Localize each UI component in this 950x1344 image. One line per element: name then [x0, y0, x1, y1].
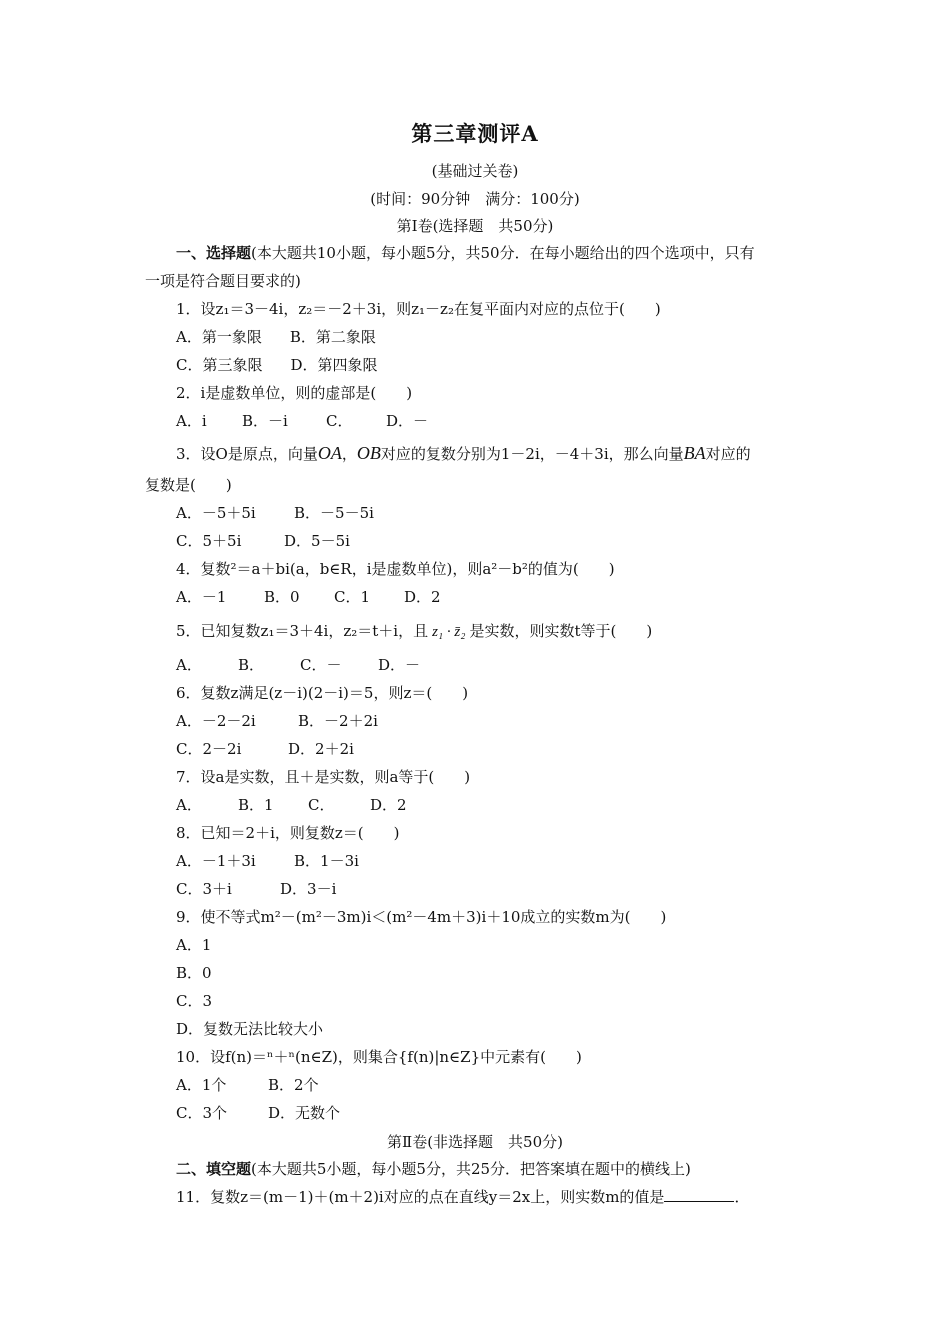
- question-9-option-d: D．复数无法比较大小: [176, 1020, 324, 1038]
- option-b: B．－5－5i: [294, 504, 374, 522]
- vector-oa: OA: [317, 443, 342, 463]
- option-b: B．－i: [242, 412, 288, 430]
- question-2-stem: 2．i是虚数单位，则的虚部是( ): [176, 384, 413, 402]
- option-c: C．: [326, 412, 353, 430]
- option-d: D．2＋2i: [288, 740, 354, 758]
- option-d: D．无数个: [268, 1104, 341, 1122]
- question-8-stem: 8．已知＝2＋i，则复数z＝( ): [176, 824, 400, 842]
- option-c: C．3＋i: [176, 880, 232, 898]
- question-9-option-b: B．0: [176, 964, 212, 982]
- question-4-stem: 4．复数²＝a＋bi(a，b∈R，i是虚数单位)，则a²－b²的值为( ): [176, 560, 615, 578]
- option-d: D．－: [378, 656, 421, 674]
- question-1-stem: 1．设z₁＝3－4i，z₂＝－2＋3i，则z₁－z₂在复平面内对应的点位于( ): [176, 300, 661, 318]
- option-b: B．第二象限: [289, 328, 376, 346]
- question-3-stem-cont: 复数是( ): [145, 476, 232, 494]
- part2-heading: 第Ⅱ卷(非选择题 共50分): [387, 1133, 563, 1151]
- option-a: A．－1: [176, 588, 227, 606]
- section2-desc: (本大题共5小题，每小题5分，共25分．把答案填在题中的横线上): [251, 1160, 691, 1178]
- question-10-options-cd: [176, 1103, 340, 1123]
- option-a: A．－1＋3i: [176, 852, 256, 870]
- option-c: C．第三象限: [176, 356, 263, 374]
- question-10-options-ab: [176, 1075, 319, 1095]
- question-3-options-cd: [176, 531, 350, 551]
- conjugate-product: z₁ · z̄₂: [432, 624, 466, 640]
- question-9-option-a: A．1: [176, 936, 212, 954]
- question-6-options-cd: [176, 739, 354, 759]
- option-b: B．1－3i: [294, 852, 359, 870]
- page-subtitle: (基础过关卷): [431, 162, 519, 180]
- question-10-stem: 10．设f(n)＝ⁿ＋ⁿ(n∈Z)，则集合{f(n)|n∈Z}中元素有( ): [176, 1048, 582, 1066]
- question-4-options: [176, 587, 441, 607]
- part1-heading: 第Ⅰ卷(选择题 共50分): [396, 217, 554, 235]
- option-c: C．2－2i: [176, 740, 242, 758]
- time-info: (时间：90分钟 满分：100分): [370, 190, 580, 208]
- section1-desc-b: 一项是符合题目要求的): [145, 272, 301, 290]
- question-1-options-cd: [176, 355, 378, 375]
- question-5-stem: 5．已知复数z₁＝3＋4i，z₂＝t＋i，且 z₁ · z̄₂ 是实数，则实数t等于( ): [176, 622, 653, 640]
- section2-intro: [176, 1159, 691, 1179]
- section1-desc-a: (本大题共10小题，每小题5分，共50分．在每小题给出的四个选项中，只有: [251, 244, 755, 262]
- option-a: A．: [176, 656, 202, 674]
- question-5-options: [176, 655, 420, 675]
- option-d: D．2: [370, 796, 407, 814]
- question-9-option-c: C．3: [176, 992, 213, 1010]
- option-a: A．－2－2i: [176, 712, 256, 730]
- section1-intro: [176, 243, 755, 263]
- question-7-stem: 7．设a是实数，且＋是实数，则a等于( ): [176, 768, 471, 786]
- option-b: B．－2＋2i: [298, 712, 378, 730]
- option-c: C．: [308, 796, 335, 814]
- option-d: D．3－i: [280, 880, 337, 898]
- option-a: A．i: [176, 412, 207, 430]
- question-3-stem: 3．设O是原点，向量OA，OB对应的复数分别为1－2i，－4＋3i，那么向量BA对应的: [176, 443, 751, 463]
- option-a: A．－5＋5i: [176, 504, 256, 522]
- option-d: D．2: [404, 588, 441, 606]
- option-d: D．第四象限: [290, 356, 378, 374]
- option-a: A．第一象限: [176, 328, 262, 346]
- option-c: C．5＋5i: [176, 532, 242, 550]
- question-8-options-ab: [176, 851, 359, 871]
- question-8-options-cd: [176, 879, 336, 899]
- option-d: D．－: [386, 412, 429, 430]
- option-b: B．: [238, 656, 265, 674]
- vector-ba: BA: [683, 443, 706, 463]
- question-6-options-ab: [176, 711, 378, 731]
- option-b: B．2个: [268, 1076, 319, 1094]
- option-b: B．1: [238, 796, 274, 814]
- page-title: 第三章测评A: [411, 121, 539, 146]
- option-c: C．3个: [176, 1104, 228, 1122]
- question-1-options-ab: [176, 327, 376, 347]
- vector-ob: OB: [356, 443, 381, 463]
- answer-blank[interactable]: [664, 1187, 734, 1202]
- question-9-stem: 9．使不等式m²－(m²－3m)i＜(m²－4m＋3)i＋10成立的实数m为( ): [176, 908, 667, 926]
- option-d: D．5－5i: [284, 532, 350, 550]
- question-11-stem: 11．复数z＝(m－1)＋(m＋2)i对应的点在直线y＝2x上，则实数m的值是 ．: [176, 1188, 750, 1206]
- question-3-options-ab: [176, 503, 374, 523]
- question-7-options: [176, 795, 407, 815]
- section1-heading: 一、选择题: [176, 244, 252, 262]
- option-a: A．: [176, 796, 202, 814]
- question-6-stem: 6．复数z满足(z－i)(2－i)＝5，则z＝( ): [176, 684, 469, 702]
- option-c: C．1: [334, 588, 371, 606]
- question-2-options: [176, 411, 428, 431]
- option-b: B．0: [264, 588, 300, 606]
- section2-heading: 二、填空题: [176, 1160, 252, 1178]
- option-c: C．－: [300, 656, 342, 674]
- option-a: A．1个: [176, 1076, 227, 1094]
